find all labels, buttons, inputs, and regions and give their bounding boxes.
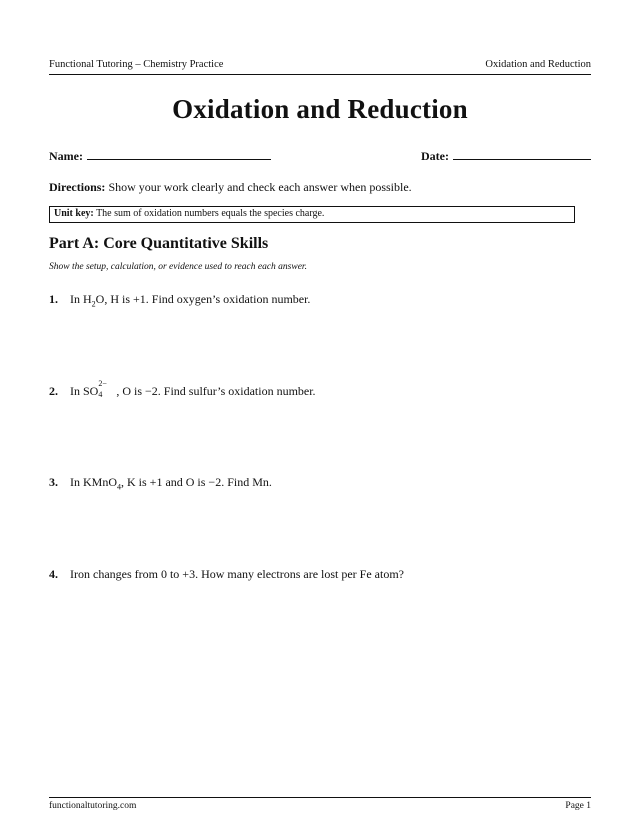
unit-key-box [49,206,575,223]
subscript: 2 [91,299,96,309]
question-text-pre: In H [70,292,92,306]
question-text-pre: In KMnO [70,475,117,489]
superscript: 2− [98,379,107,388]
name-label: Name: [49,149,83,163]
subscript: 4 [117,482,121,492]
question-number: 2. [49,384,58,398]
name-field [49,148,271,164]
question-number: 4. [49,567,58,581]
question-4 [49,567,404,582]
page-number: Page 1 [565,801,591,811]
unit-key-text: The sum of oxidation numbers equals the species charge. [96,208,325,219]
question-text-post: , K is +1 and O is −2. Find Mn. [121,475,272,489]
name-blank-line[interactable] [87,148,271,160]
question-1 [49,292,310,308]
question-number: 3. [49,475,58,489]
running-footer [49,797,591,814]
question-3 [49,475,272,491]
running-header [49,58,591,75]
question-2 [49,379,316,399]
section-title: Part A: Core Quantitative Skills [49,235,269,252]
date-blank-line[interactable] [453,148,591,160]
directions [49,180,591,195]
footer-website: functionaltutoring.com [49,801,137,811]
subscript: 4 [98,390,103,399]
section-subtitle: Show the setup, calculation, or evidence used to reach each answer. [49,262,307,272]
ion-charge-stack [98,379,116,399]
header-right: Oxidation and Reduction [485,59,591,70]
page-title: Oxidation and Reduction [172,94,468,124]
name-date-row [49,148,591,164]
unit-key-label: Unit key: [54,208,94,219]
header-left: Functional Tutoring – Chemistry Practice [49,59,224,70]
directions-text: Show your work clearly and check each answer when possible. [108,180,412,194]
directions-label: Directions: [49,180,106,194]
date-label: Date: [421,149,449,163]
date-field [421,148,591,164]
question-text-post: O, H is +1. Find oxygen’s oxidation number. [95,292,311,306]
question-text-pre: In SO [70,384,99,398]
question-text-post: , O is −2. Find sulfur’s oxidation number. [116,384,316,398]
question-text: Iron changes from 0 to +3. How many electrons are lost per Fe atom? [70,567,405,581]
question-number: 1. [49,292,58,306]
